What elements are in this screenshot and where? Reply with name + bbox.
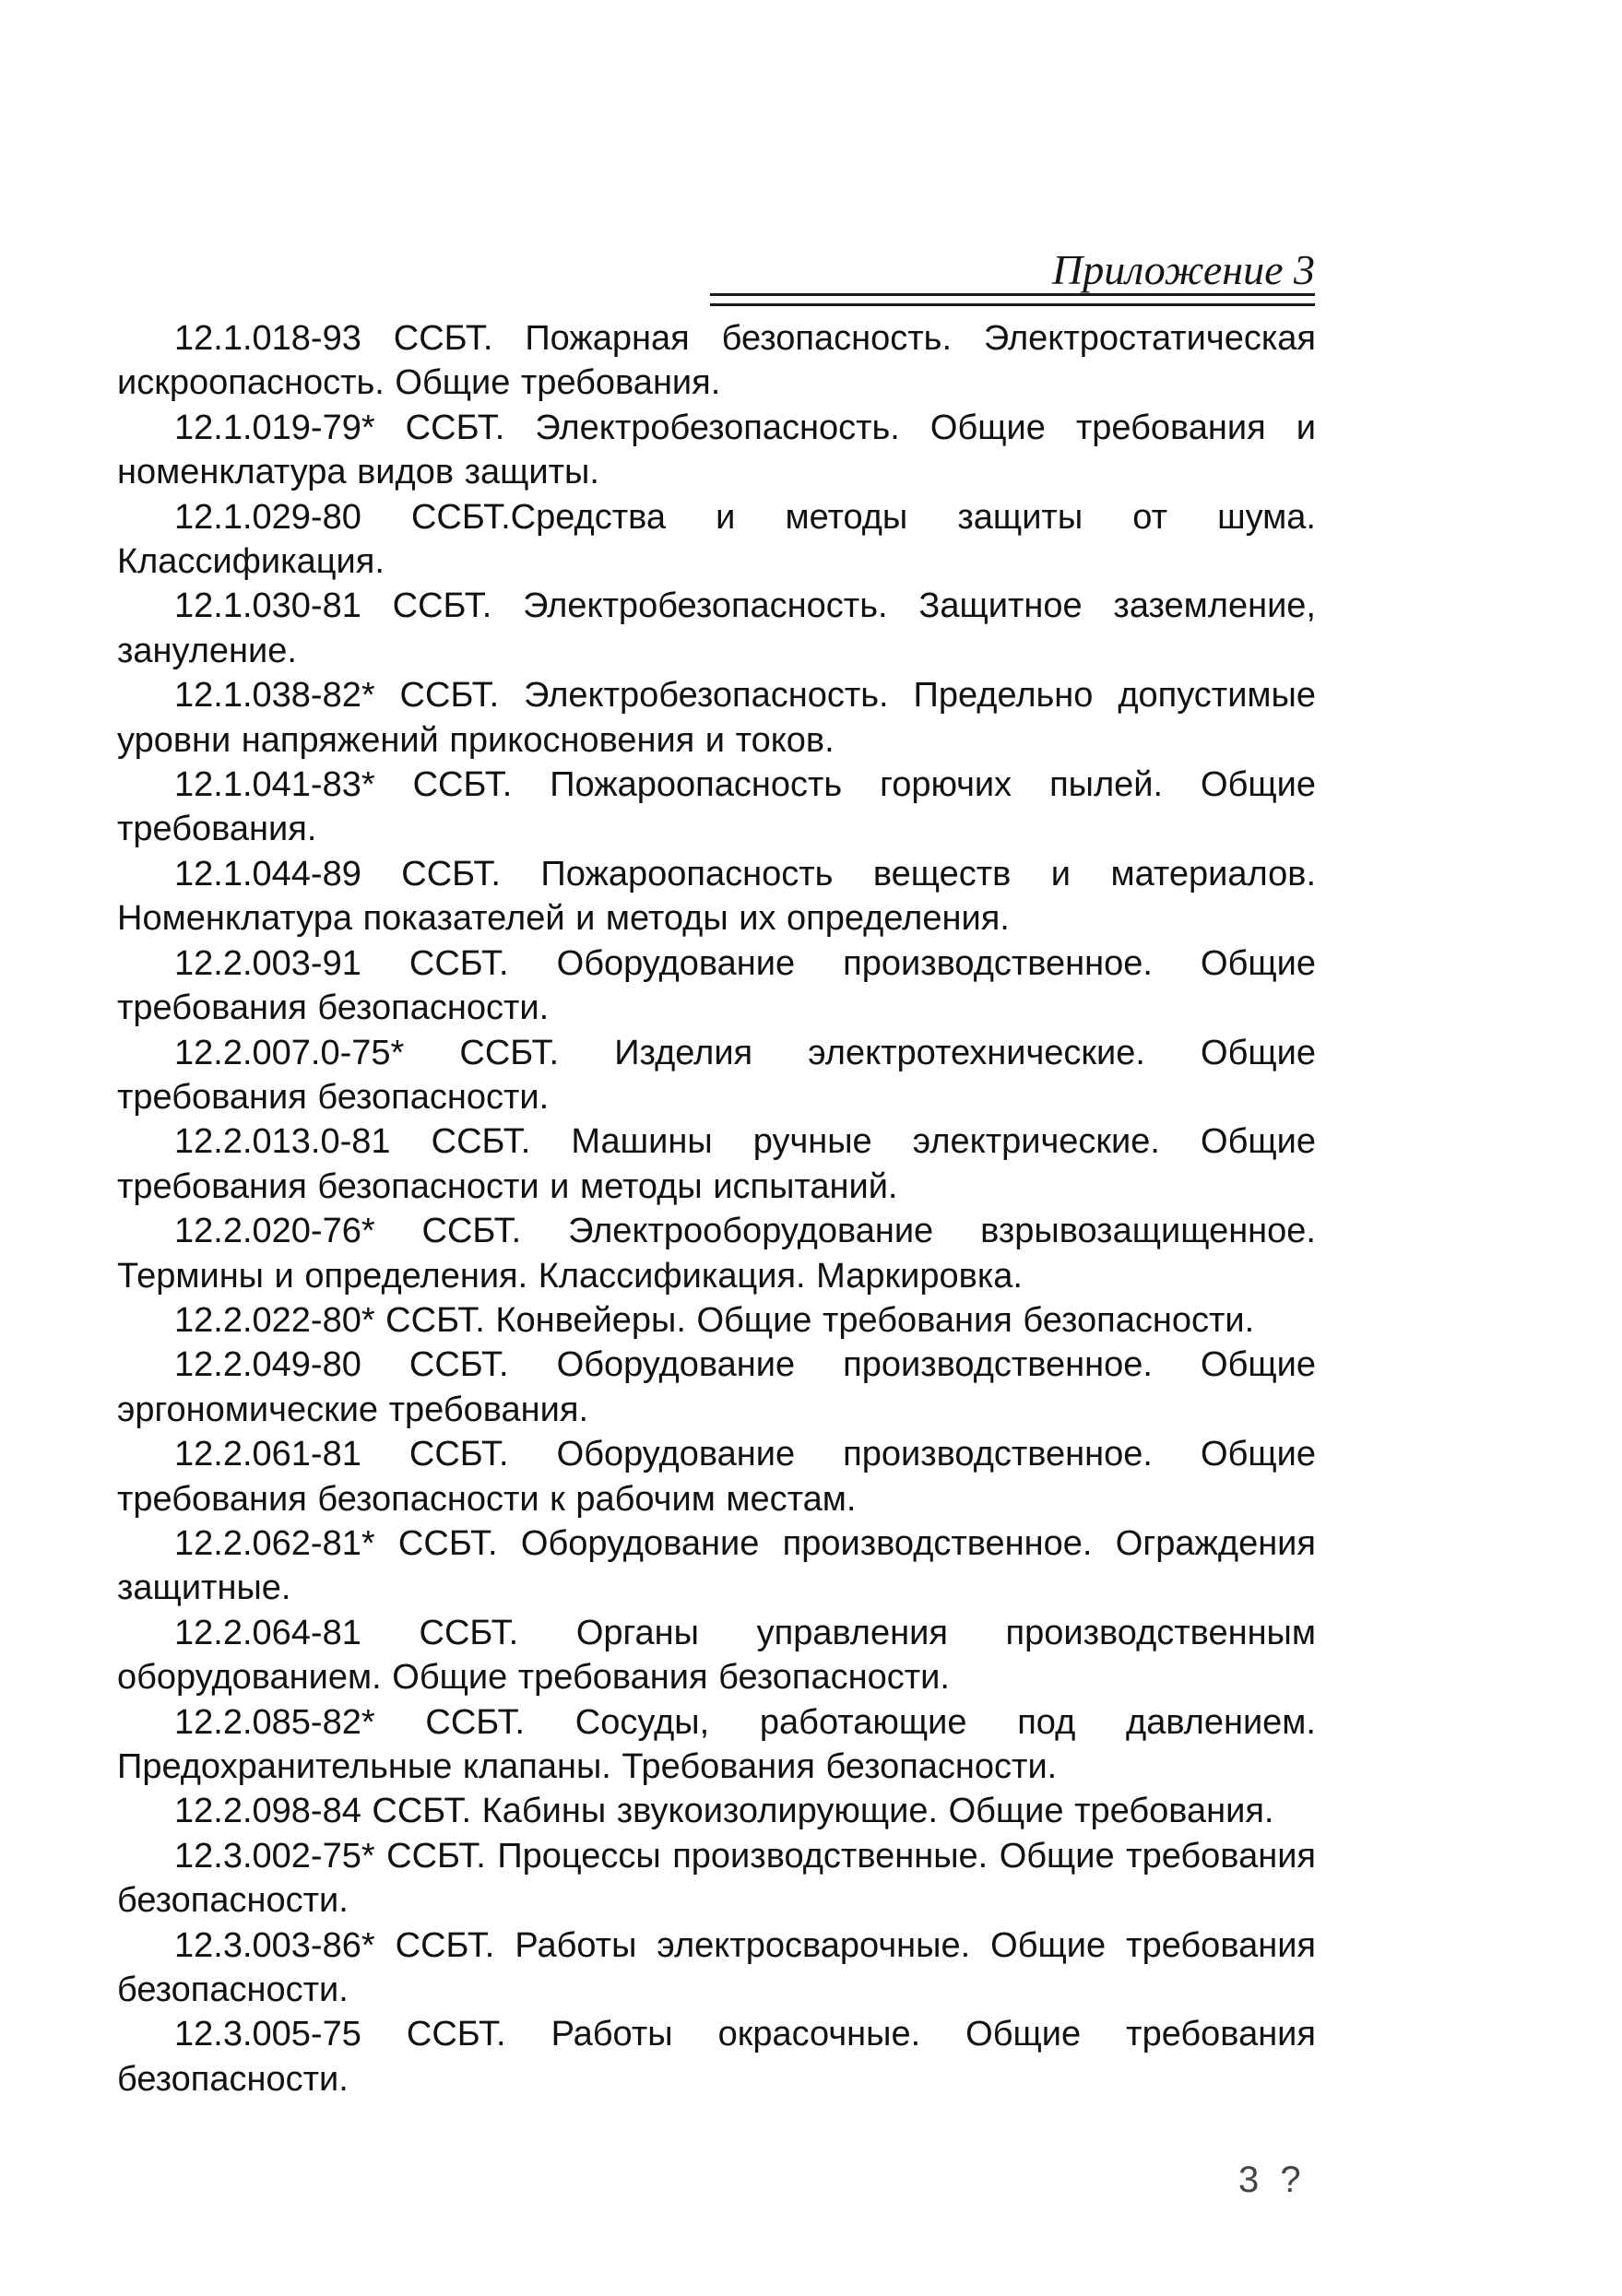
standard-entry: 12.1.041-83* ССБТ. Пожароопасность горючих пылей. Общие требования. [117,765,1316,849]
standard-entry: 12.2.098-84 ССБТ. Кабины звукоизолирующие. Общие требования. [174,1792,1274,1831]
standard-entry: 12.1.018-93 ССБТ. Пожарная безопасность. Электростатическая искроопасность. Общие требования. [117,319,1316,403]
standard-entry: 12.2.003-91 ССБТ. Оборудование производственное. Общие требования безопасности. [117,943,1316,1028]
page-number: 3 ? [1238,2160,1307,2200]
standard-entry: 12.3.005-75 ССБТ. Работы окрасочные. Общие требования безопасности. [117,2015,1316,2099]
standard-entry: 12.2.013.0-81 ССБТ. Машины ручные электрические. Общие требования безопасности и методы испытаний. [117,1122,1316,1206]
standards-list [117,316,1316,2101]
title-rule-bottom [710,303,1315,306]
standard-entry: 12.2.064-81 ССБТ. Органы управления производственным оборудованием. Общие требования безопасности. [117,1613,1316,1698]
standard-entry: 12.2.049-80 ССБТ. Оборудование производственное. Общие эргономические требования. [117,1345,1316,1429]
standard-entry: 12.3.003-86* ССБТ. Работы электросварочные. Общие требования безопасности. [117,1925,1316,2010]
standard-entry: 12.1.038-82* ССБТ. Электробезопасность. Предельно допустимые уровни напряжений прикосновения и токов. [117,676,1316,760]
appendix-title: Приложение 3 [1051,246,1315,293]
title-rule-top [710,293,1315,296]
standard-entry: 12.2.085-82* ССБТ. Сосуды, работающие под давлением. Предохранительные клапаны. Требования безопасности. [117,1702,1316,1786]
standard-entry: 12.1.030-81 ССБТ. Электробезопасность. Защитное заземление, зануление. [117,586,1316,670]
standard-entry: 12.1.019-79* ССБТ. Электробезопасность. Общие требования и номенклатура видов защиты. [117,408,1316,492]
standard-entry: 12.1.029-80 ССБТ.Средства и методы защиты от шума. Классификация. [117,497,1316,582]
standard-entry: 12.2.022-80* ССБТ. Конвейеры. Общие требования безопасности. [174,1300,1255,1340]
standard-entry: 12.3.002-75* ССБТ. Процессы производственные. Общие требования безопасности. [117,1836,1316,1921]
standard-entry: 12.1.044-89 ССБТ. Пожароопасность веществ и материалов. Номенклатура показателей и методы их определения. [117,854,1316,939]
standard-entry: 12.2.061-81 ССБТ. Оборудование производственное. Общие требования безопасности к рабочим местам. [117,1435,1316,1519]
standard-entry: 12.2.062-81* ССБТ. Оборудование производственное. Ограждения защитные. [117,1523,1316,1608]
standard-entry: 12.2.007.0-75* ССБТ. Изделия электротехнические. Общие требования безопасности. [117,1033,1316,1117]
standard-entry: 12.2.020-76* ССБТ. Электрооборудование взрывозащищенное. Термины и определения. Классификация. Маркировка. [117,1212,1316,1296]
